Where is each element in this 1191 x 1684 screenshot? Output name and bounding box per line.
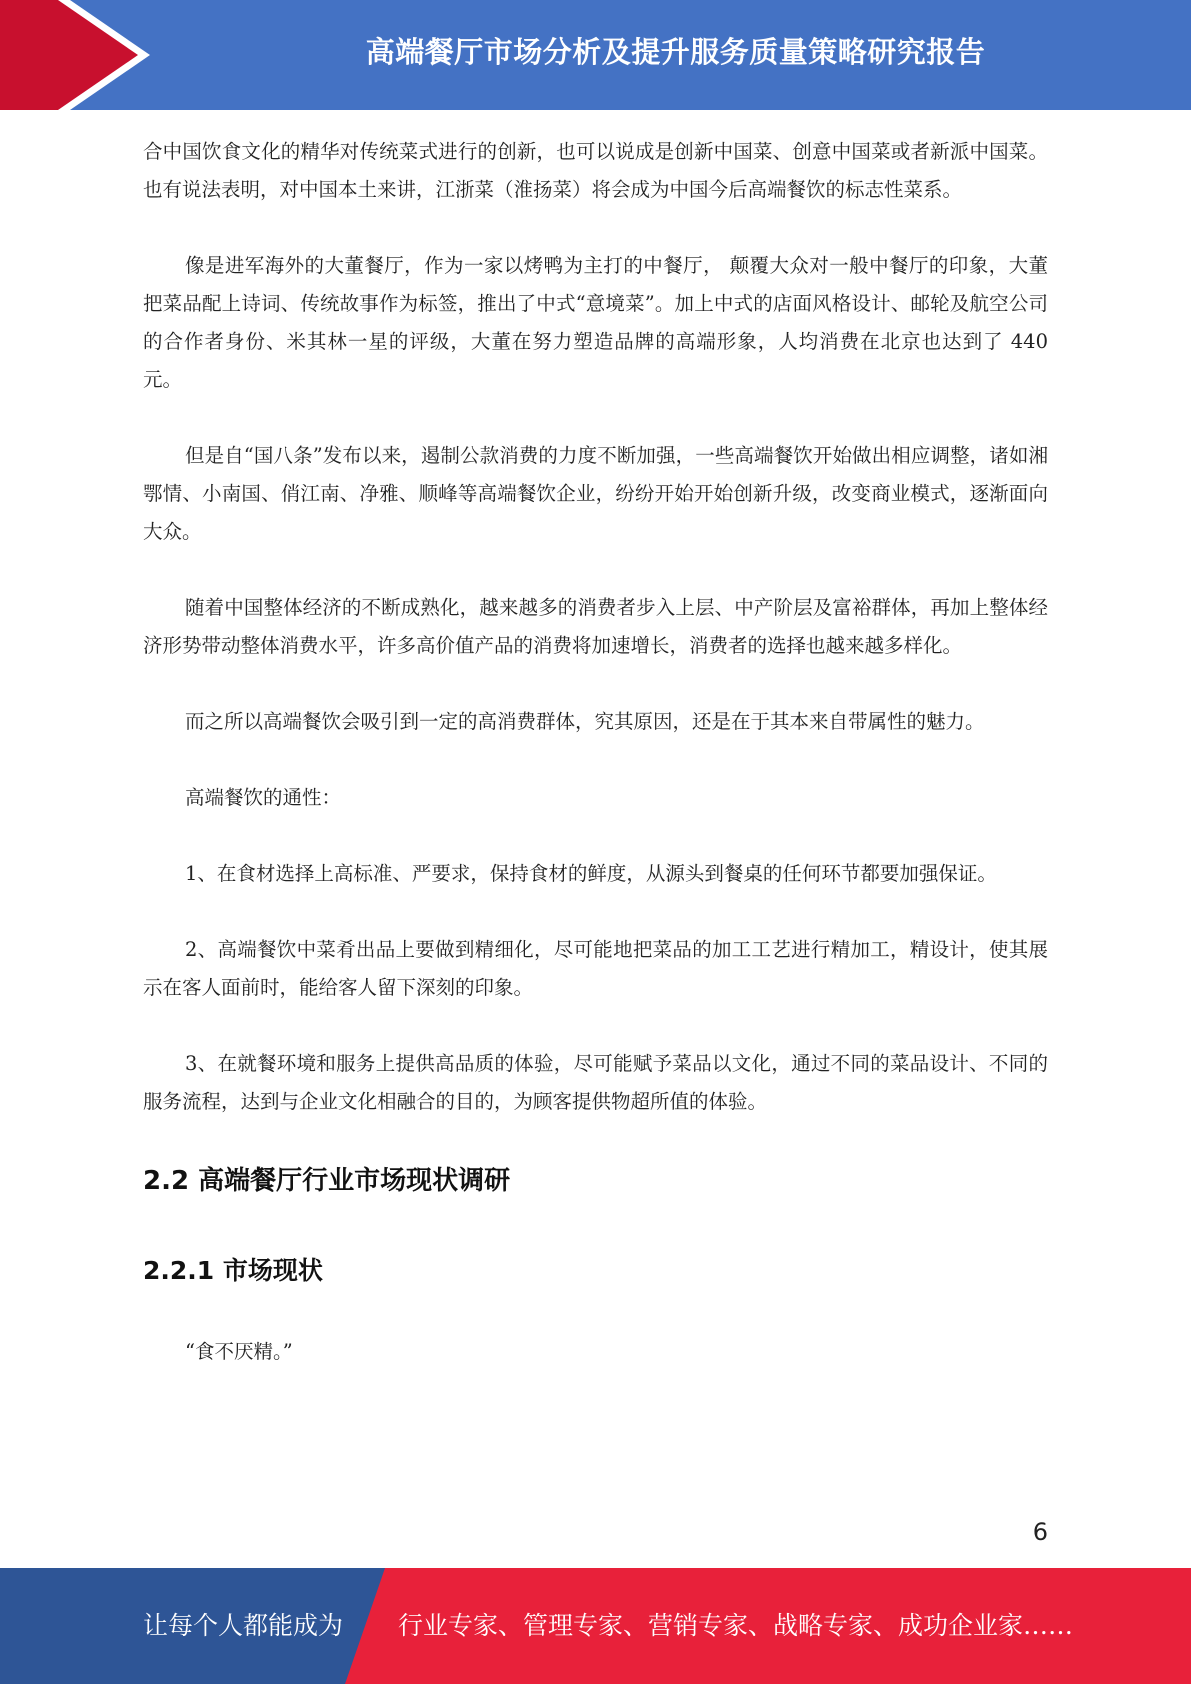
paragraph: 但是自“国八条”发布以来，遏制公款消费的力度不断加强，一些高端餐饮开始做出相应调整，诸如湘鄂情、小南国、俏江南、净雅、顺峰等高端餐饮企业，纷纷开始开始创新升级，改变商业模式，逐渐面向大众。 [143, 444, 1048, 543]
list-item: 3、在就餐环境和服务上提供高品质的体验，尽可能赋予菜品以文化，通过不同的菜品设计、不同的服务流程，达到与企业文化相融合的目的，为顾客提供物超所值的体验。 [143, 1052, 1048, 1113]
section-heading: 2.2 高端餐厅行业市场现状调研 [143, 1166, 511, 1196]
paragraph: “食不厌精。” [185, 1340, 293, 1363]
paragraph: 像是进军海外的大董餐厅，作为一家以烤鸭为主打的中餐厅， 颠覆大众对一般中餐厅的印象，大董把菜品配上诗词、传统故事作为标签，推出了中式“意境菜”。加上中式的店面风格设计、邮轮及航空公司的合作者身份、米其林一星的评级，大董在努力塑造品牌的高端形象，人均消费在北京也达到了 440 元。 [143, 254, 1048, 391]
header-arrow-decoration [0, 0, 160, 110]
paragraph: 而之所以高端餐饮会吸引到一定的高消费群体，究其原因，还是在于其本来自带属性的魅力。 [185, 710, 985, 733]
paragraph: 随着中国整体经济的不断成熟化，越来越多的消费者步入上层、中产阶层及富裕群体，再加上整体经济形势带动整体消费水平，许多高价值产品的消费将加速增长，消费者的选择也越来越多样化。 [143, 596, 1048, 657]
paragraph: 合中国饮食文化的精华对传统菜式进行的创新，也可以说成是创新中国菜、创意中国菜或者新派中国菜。也有说法表明，对中国本土来讲，江浙菜（淮扬菜）将会成为中国今后高端餐饮的标志性菜系。 [143, 140, 1048, 201]
document-title: 高端餐厅市场分析及提升服务质量策略研究报告 [365, 35, 986, 69]
subsection-heading: 2.2.1 市场现状 [143, 1256, 323, 1285]
document-body [143, 133, 1048, 1371]
page-header [0, 0, 1191, 110]
footer-slogan-left: 让每个人都能成为 [143, 1611, 344, 1640]
paragraph: 高端餐饮的通性： [185, 786, 342, 809]
list-item: 2、高端餐饮中菜肴出品上要做到精细化，尽可能地把菜品的加工工艺进行精加工，精设计，使其展示在客人面前时，能给客人留下深刻的印象。 [143, 938, 1048, 999]
list-item: 1、在食材选择上高标准、严要求，保持食材的鲜度，从源头到餐桌的任何环节都要加强保证。 [185, 862, 997, 885]
page-number: 6 [1032, 1518, 1048, 1546]
footer-slogan-right: 行业专家、管理专家、营销专家、战略专家、成功企业家…… [398, 1611, 1074, 1640]
page-footer [0, 1568, 1191, 1684]
